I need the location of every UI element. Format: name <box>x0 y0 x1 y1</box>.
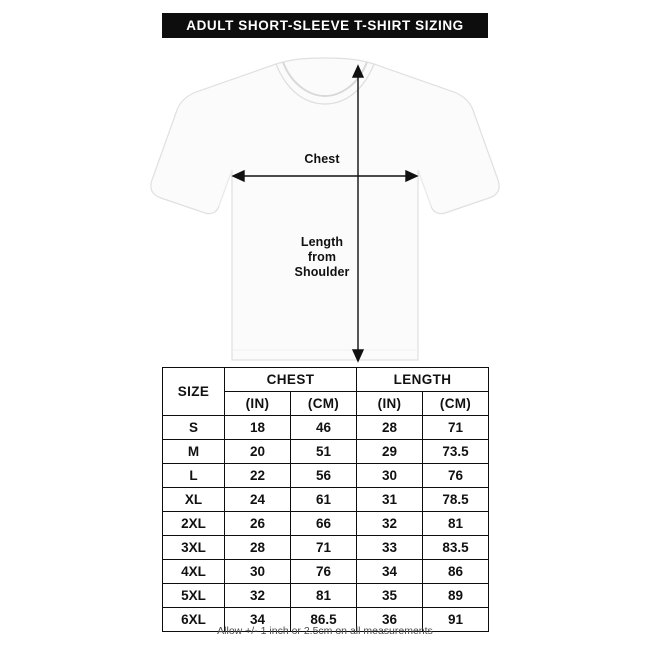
cell-length-cm: 89 <box>423 584 489 608</box>
header-length-in: (IN) <box>357 392 423 416</box>
cell-length-in: 33 <box>357 536 423 560</box>
cell-length-in: 30 <box>357 464 423 488</box>
table-row <box>163 536 489 560</box>
table-row <box>163 416 489 440</box>
cell-chest-cm: 86.5 <box>291 608 357 632</box>
cell-length-cm: 76 <box>423 464 489 488</box>
table-header-groups <box>163 368 489 392</box>
cell-length-in: 34 <box>357 560 423 584</box>
cell-length-in: 28 <box>357 416 423 440</box>
length-label <box>262 235 382 280</box>
cell-size: 3XL <box>163 536 225 560</box>
cell-length-cm: 81 <box>423 512 489 536</box>
table-body <box>163 416 489 632</box>
cell-length-cm: 86 <box>423 560 489 584</box>
cell-chest-in: 30 <box>225 560 291 584</box>
measurement-note: Allow +/- 1 inch or 2.5cm on all measurements <box>217 625 433 637</box>
cell-chest-in: 24 <box>225 488 291 512</box>
header-length-cm: (CM) <box>423 392 489 416</box>
cell-length-in: 32 <box>357 512 423 536</box>
cell-chest-cm: 71 <box>291 536 357 560</box>
length-label-line-2: from <box>307 250 337 264</box>
cell-size: M <box>163 440 225 464</box>
tshirt-illustration <box>0 40 650 365</box>
cell-length-cm: 78.5 <box>423 488 489 512</box>
table-row <box>163 512 489 536</box>
table-row <box>163 584 489 608</box>
size-table-wrapper <box>162 367 488 632</box>
cell-chest-cm: 51 <box>291 440 357 464</box>
cell-chest-cm: 76 <box>291 560 357 584</box>
page-title: ADULT SHORT-SLEEVE T-SHIRT SIZING <box>162 13 488 38</box>
cell-chest-cm: 56 <box>291 464 357 488</box>
cell-length-in: 29 <box>357 440 423 464</box>
header-chest: CHEST <box>225 368 357 392</box>
cell-chest-in: 34 <box>225 608 291 632</box>
cell-size: 4XL <box>163 560 225 584</box>
cell-length-cm: 71 <box>423 416 489 440</box>
table-row <box>163 464 489 488</box>
chest-label-text: Chest <box>304 152 340 166</box>
table-row <box>163 440 489 464</box>
shirt-diagram <box>0 40 650 365</box>
chest-label <box>262 152 382 167</box>
cell-length-in: 35 <box>357 584 423 608</box>
cell-length-cm: 73.5 <box>423 440 489 464</box>
cell-chest-in: 20 <box>225 440 291 464</box>
cell-chest-in: 26 <box>225 512 291 536</box>
cell-size: 2XL <box>163 512 225 536</box>
cell-size: L <box>163 464 225 488</box>
cell-size: 5XL <box>163 584 225 608</box>
cell-size: S <box>163 416 225 440</box>
table-row <box>163 488 489 512</box>
size-table <box>162 367 489 632</box>
header-chest-cm: (CM) <box>291 392 357 416</box>
cell-chest-in: 22 <box>225 464 291 488</box>
cell-chest-cm: 66 <box>291 512 357 536</box>
cell-chest-in: 32 <box>225 584 291 608</box>
header-length: LENGTH <box>357 368 489 392</box>
header-size: SIZE <box>163 368 225 416</box>
header-chest-in: (IN) <box>225 392 291 416</box>
cell-size: 6XL <box>163 608 225 632</box>
cell-chest-cm: 46 <box>291 416 357 440</box>
cell-length-in: 36 <box>357 608 423 632</box>
cell-chest-in: 28 <box>225 536 291 560</box>
length-label-line-3: Shoulder <box>294 265 350 279</box>
cell-chest-cm: 81 <box>291 584 357 608</box>
cell-length-cm: 91 <box>423 608 489 632</box>
length-label-line-1: Length <box>300 235 344 249</box>
cell-chest-cm: 61 <box>291 488 357 512</box>
table-row <box>163 560 489 584</box>
cell-size: XL <box>163 488 225 512</box>
cell-chest-in: 18 <box>225 416 291 440</box>
cell-length-cm: 83.5 <box>423 536 489 560</box>
cell-length-in: 31 <box>357 488 423 512</box>
